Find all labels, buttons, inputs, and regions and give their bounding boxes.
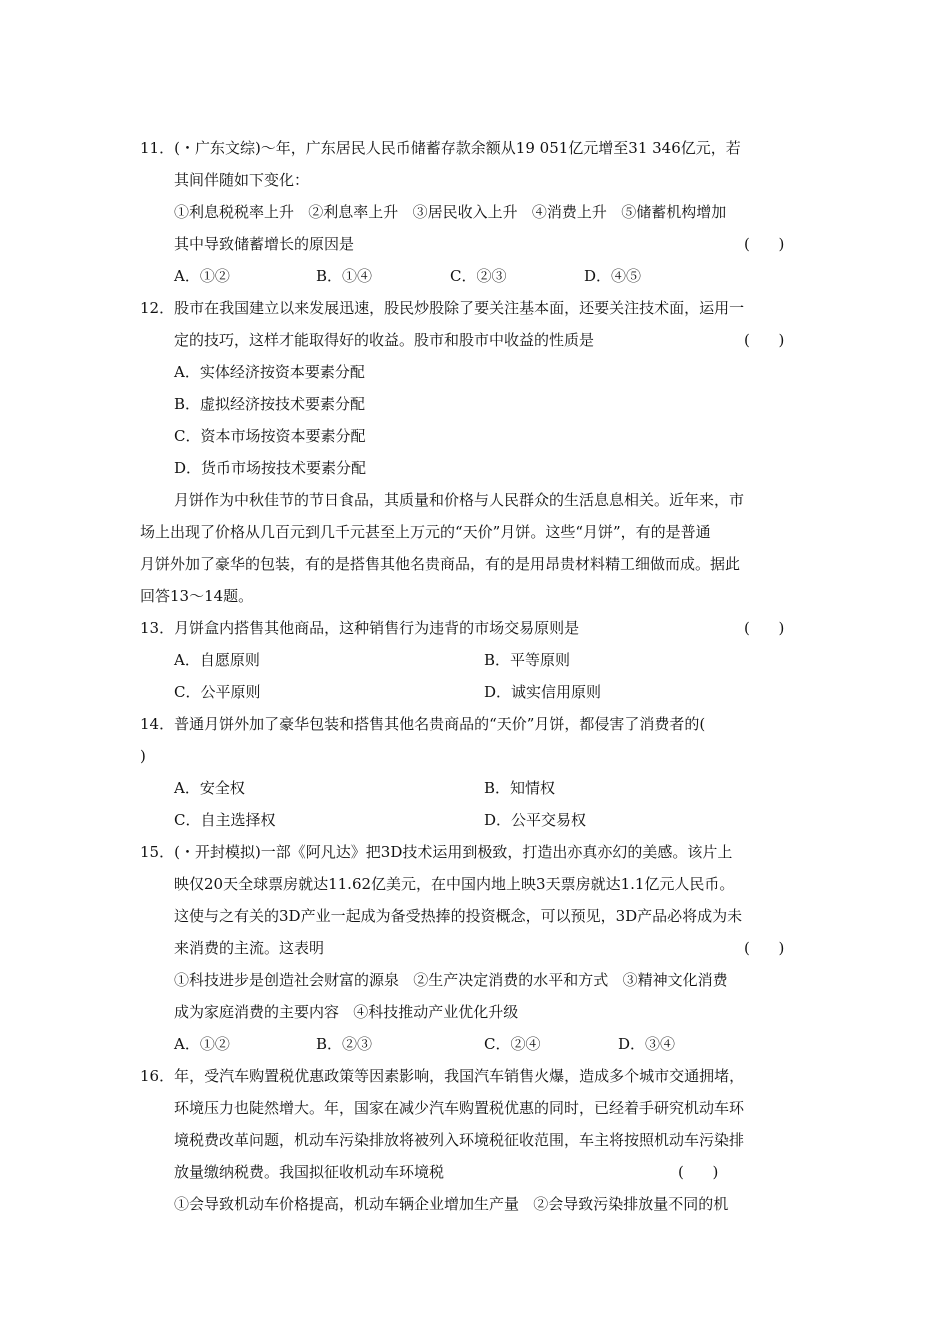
q12-option-c: C．资本市场按资本要素分配 [174, 427, 366, 445]
q11-option-a: A．①② [174, 267, 230, 285]
q15-option-d: D．③④ [618, 1035, 676, 1053]
q14-option-a: A．安全权 [174, 779, 245, 797]
q14-option-d: D．公平交易权 [484, 811, 587, 829]
q15-items-line1: ①科技进步是创造社会财富的源泉 ②生产决定消费的水平和方式 ③精神文化消费 [174, 971, 728, 989]
q15-option-a: A．①② [174, 1035, 230, 1053]
q12-stem-line2: 定的技巧，这样才能取得好的收益。股市和股市中收益的性质是 [174, 331, 595, 349]
q16-stem-line2: 环境压力也陡然增大。年，国家在减少汽车购置税优惠的同时，已经着手研究机动车环 [174, 1099, 745, 1117]
q13-option-b: B．平等原则 [484, 651, 571, 669]
q14-option-b: B．知情权 [484, 779, 556, 797]
q13-option-d: D．诚实信用原则 [484, 683, 602, 701]
material-line1: 月饼作为中秋佳节的节日食品，其质量和价格与人民群众的生活息息相关。近年来，市 [174, 491, 745, 509]
q15-stem-line3: 这使与之有关的3D产业一起成为备受热捧的投资概念，可以预见，3D产品必将成为未 [174, 907, 743, 925]
q15-stem-line2: 映仅20天全球票房就达11.62亿美元，在中国内地上映3天票房就达1.1亿元人民币。 [174, 875, 735, 893]
q15-stem-line4: 来消费的主流。这表明 [174, 939, 325, 957]
q15-items-line2: 成为家庭消费的主要内容 ④科技推动产业优化升级 [174, 1003, 519, 1021]
q11-stem-end: 其中导致储蓄增长的原因是 [174, 235, 355, 253]
q13-stem: 13．月饼盒内搭售其他商品，这种销售行为违背的市场交易原则是 [140, 619, 580, 637]
q16-stem-line3: 境税费改革问题，机动车污染排放将被列入环境税征收范围，车主将按照机动车污染排 [174, 1131, 745, 1149]
q15-option-b: B．②③ [316, 1035, 373, 1053]
q11-stem-line2: 其间伴随如下变化： [174, 171, 310, 189]
material-line3: 月饼外加了豪华的包装，有的是搭售其他名贵商品，有的是用昂贵材料精工细做而成。据此 [140, 555, 741, 573]
q14-option-c: C．自主选择权 [174, 811, 276, 829]
q11-stem-line1: 11．(・广东文综)～年，广东居民人民币储蓄存款余额从19 051亿元增至31 346亿元，若 [140, 139, 741, 157]
q11-option-c: C．②③ [450, 267, 507, 285]
q15-option-c: C．②④ [484, 1035, 541, 1053]
q12-answer-blank: ( ) [744, 331, 785, 349]
q13-option-a: A．自愿原则 [174, 651, 260, 669]
q14-stem-line2: ) [140, 747, 146, 765]
q11-option-d: D．④⑤ [584, 267, 642, 285]
q16-stem-line4: 放量缴纳税费。我国拟征收机动车环境税 [174, 1163, 445, 1181]
q14-stem-line1: 14．普通月饼外加了豪华包装和搭售其他名贵商品的“天价”月饼，都侵害了消费者的( [140, 715, 706, 733]
material-line4: 回答13～14题。 [140, 587, 254, 605]
q15-answer-blank: ( ) [744, 939, 785, 957]
q16-answer-blank: ( ) [678, 1163, 719, 1181]
q15-stem-line1: 15．(・开封模拟)一部《阿凡达》把3D技术运用到极致，打造出亦真亦幻的美感。该片上 [140, 843, 733, 861]
q16-items-line1: ①会导致机动车价格提高，机动车辆企业增加生产量 ②会导致污染排放量不同的机 [174, 1195, 729, 1213]
q12-option-b: B．虚拟经济按技术要素分配 [174, 395, 366, 413]
q12-option-d: D．货币市场按技术要素分配 [174, 459, 367, 477]
q11-option-b: B．①④ [316, 267, 373, 285]
q12-stem-line1: 12．股市在我国建立以来发展迅速，股民炒股除了要关注基本面，还要关注技术面，运用一 [140, 299, 745, 317]
q11-items: ①利息税税率上升 ②利息率上升 ③居民收入上升 ④消费上升 ⑤储蓄机构增加 [174, 203, 727, 221]
q13-option-c: C．公平原则 [174, 683, 261, 701]
q13-answer-blank: ( ) [744, 619, 785, 637]
q12-option-a: A．实体经济按资本要素分配 [174, 363, 365, 381]
material-line2: 场上出现了价格从几百元到几千元甚至上万元的“天价”月饼。这些“月饼”，有的是普通 [140, 523, 711, 541]
q11-answer-blank: ( ) [744, 235, 785, 253]
q16-stem-line1: 16．年，受汽车购置税优惠政策等因素影响，我国汽车销售火爆，造成多个城市交通拥堵， [140, 1067, 745, 1085]
